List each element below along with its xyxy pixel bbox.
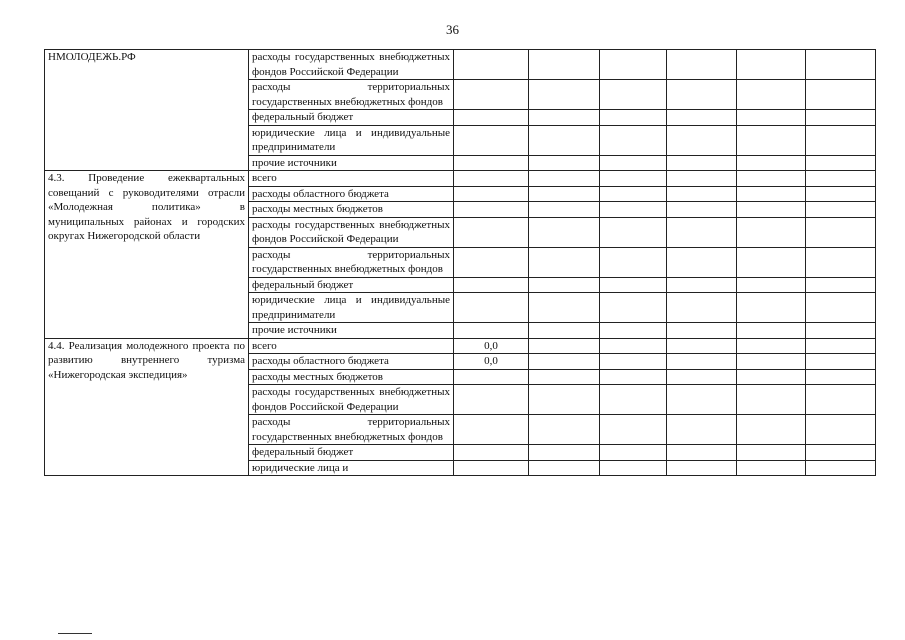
source-local: расходы местных бюджетов xyxy=(249,369,454,385)
source-state-funds: расходы государственных внебюджетных фондов Российской Федерации xyxy=(249,385,454,415)
table-row xyxy=(45,50,876,80)
source-territorial-funds: расходы территориальных государственных внебюджетных фондов xyxy=(249,80,454,110)
source-federal: федеральный бюджет xyxy=(249,110,454,126)
source-legal-entities: юридические лица и xyxy=(249,460,454,476)
source-territorial-funds: расходы территориальных государственных внебюджетных фондов xyxy=(249,415,454,445)
value-cell: 0,0 xyxy=(454,354,529,370)
source-federal: федеральный бюджет xyxy=(249,277,454,293)
source-other: прочие источники xyxy=(249,323,454,339)
value-cell: 0,0 xyxy=(454,338,529,354)
table-row xyxy=(45,171,876,187)
page-number: 36 xyxy=(446,22,459,37)
source-state-funds: расходы государственных внебюджетных фондов Российской Федерации xyxy=(249,50,454,80)
source-regional: расходы областного бюджета xyxy=(249,354,454,370)
activity-cell: НМОЛОДЕЖЬ.РФ xyxy=(45,50,249,171)
source-other: прочие источники xyxy=(249,155,454,171)
table-row xyxy=(45,338,876,354)
source-federal: федеральный бюджет xyxy=(249,445,454,461)
source-territorial-funds: расходы территориальных государственных внебюджетных фондов xyxy=(249,247,454,277)
source-regional: расходы областного бюджета xyxy=(249,186,454,202)
budget-table xyxy=(44,49,876,476)
source-legal-entities: юридические лица и индивидуальные предприниматели xyxy=(249,293,454,323)
source-local: расходы местных бюджетов xyxy=(249,202,454,218)
source-total: всего xyxy=(249,171,454,187)
source-state-funds: расходы государственных внебюджетных фондов Российской Федерации xyxy=(249,217,454,247)
activity-cell: 4.3. Проведение ежеквартальных совещаний с руководителями отрасли «Молодежная политика» в муниципальных районах и городских округах Нижегородской области xyxy=(45,171,249,339)
footnote-divider xyxy=(58,633,92,634)
source-total: всего xyxy=(249,338,454,354)
activity-cell: 4.4. Реализация молодежного проекта по развитию внутреннего туризма «Нижегородская экспедиция» xyxy=(45,338,249,476)
source-legal-entities: юридические лица и индивидуальные предприниматели xyxy=(249,125,454,155)
